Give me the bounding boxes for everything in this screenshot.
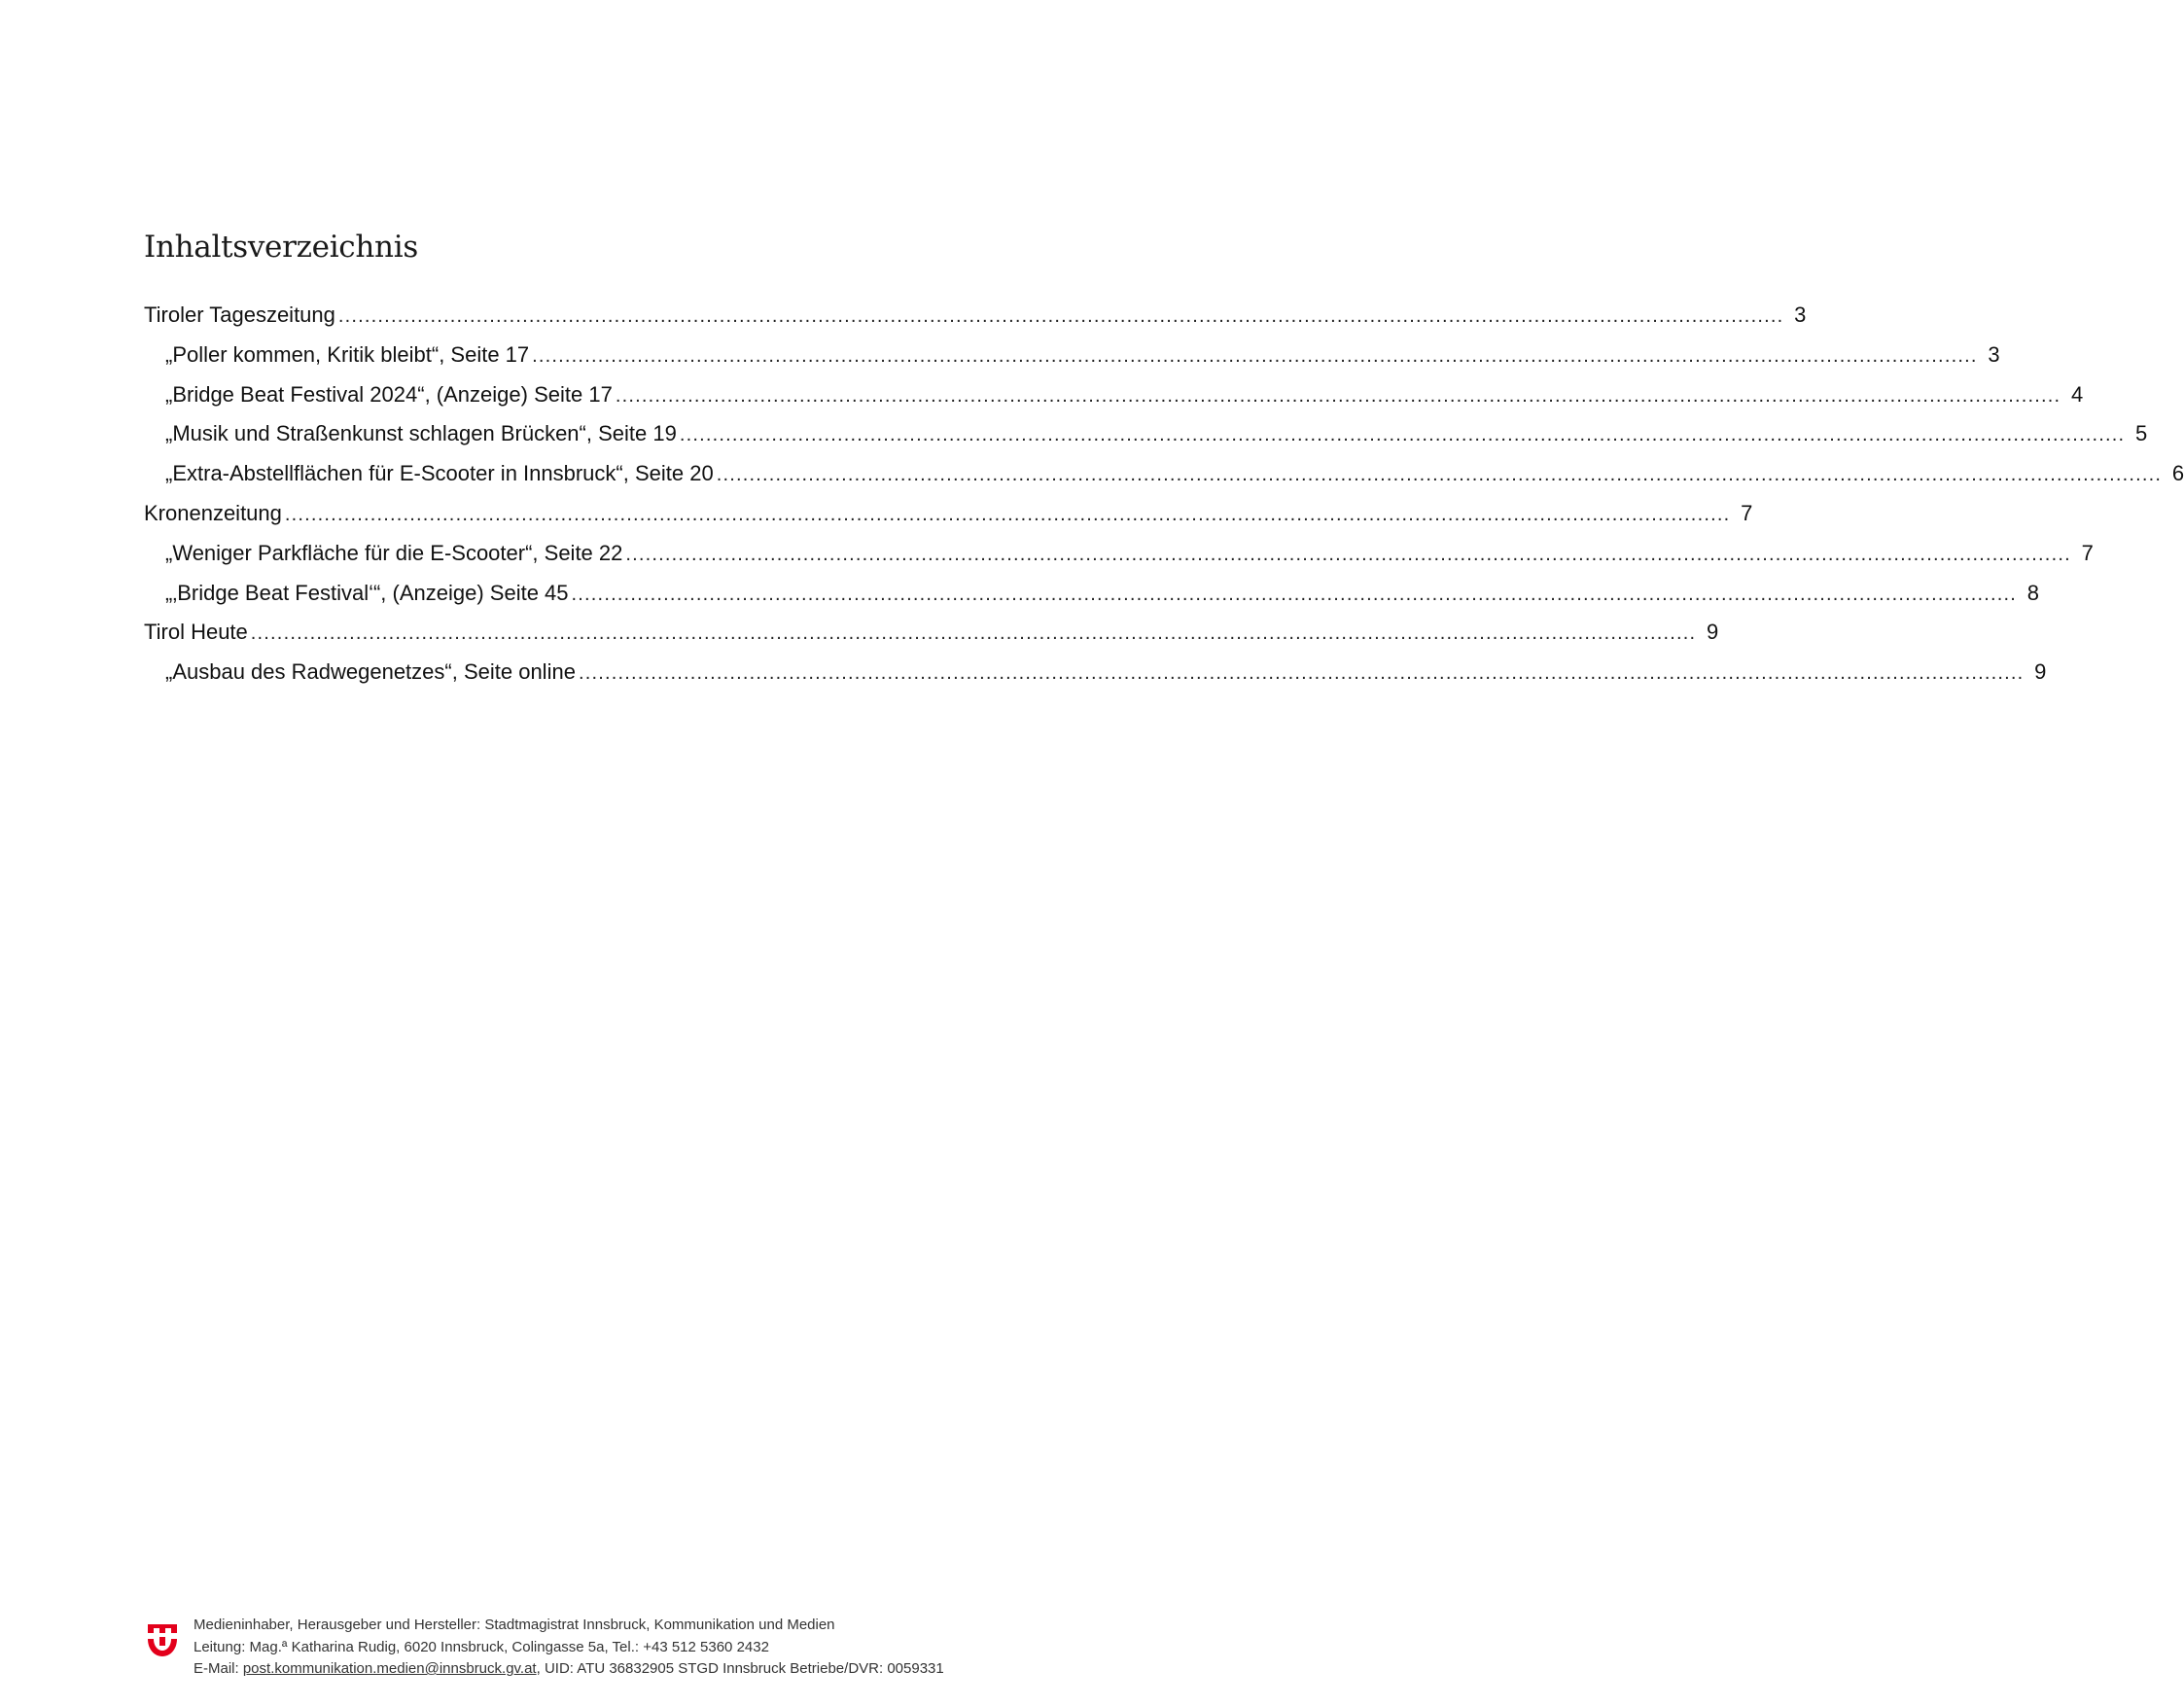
toc-list <box>144 296 2184 693</box>
footer-email-link[interactable]: post.kommunikation.medien@innsbruck.gv.at <box>242 1660 537 1677</box>
footer-line-email <box>194 1658 944 1681</box>
footer-email-label: E-Mail: <box>194 1660 243 1677</box>
toc-entry-title: „‚Bridge Beat Festival‘“, (Anzeige) Seite 45 <box>165 580 569 605</box>
toc-article-entry[interactable] <box>144 653 2047 693</box>
toc-article-entry[interactable] <box>144 534 2094 574</box>
toc-page-number: 5 <box>2135 421 2148 446</box>
toc-article-entry[interactable] <box>144 336 2000 375</box>
toc-page-number: 8 <box>2026 580 2039 605</box>
toc-page-number: 9 <box>1707 620 1719 645</box>
toc-section-entry[interactable] <box>144 613 1719 653</box>
toc-leader-dots: ............................................................................................................................................................................................................................ <box>716 464 2163 486</box>
footer <box>146 1615 1060 1683</box>
toc-leader-dots: ............................................................................................................................................................................................................................ <box>615 384 2061 407</box>
footer-line-imprint: Medieninhaber, Herausgeber und Hersteller: Stadtmagistrat Innsbruck, Kommunikation und Medien <box>194 1617 835 1633</box>
toc-entry-title: „Poller kommen, Kritik bleibt“, Seite 17 <box>165 341 530 367</box>
toc-entry-title: „Bridge Beat Festival 2024“, (Anzeige) Seite 17 <box>165 381 613 407</box>
toc-leader-dots: ............................................................................................................................................................................................................................ <box>679 424 2126 446</box>
toc-entry-title: „Musik und Straßenkunst schlagen Brücken“, Seite 19 <box>165 421 677 446</box>
footer-uid: , UID: ATU 36832905 STGD Innsbruck Betriebe/DVR: 0059331 <box>536 1660 944 1677</box>
toc-entry-title: Kronenzeitung <box>144 500 282 525</box>
toc-leader-dots: ............................................................................................................................................................................................................................ <box>625 543 2071 565</box>
toc-page-number: 7 <box>2081 540 2094 565</box>
footer-text <box>194 1615 944 1681</box>
toc-title: Inhaltsverzeichnis <box>144 230 418 265</box>
toc-page-number: 3 <box>1988 341 2000 367</box>
toc-entry-title: Tirol Heute <box>144 620 248 645</box>
toc-leader-dots: ............................................................................................................................................................................................................................ <box>578 662 2025 685</box>
toc-page-number: 7 <box>1741 500 1753 525</box>
toc-entry-title: Tiroler Tageszeitung <box>144 302 335 327</box>
toc-article-entry[interactable] <box>144 414 2148 454</box>
toc-page-number: 4 <box>2071 381 2084 407</box>
toc-entry-title: „Extra-Abstellflächen für E-Scooter in Innsbruck“, Seite 20 <box>165 461 714 486</box>
toc-leader-dots: ............................................................................................................................................................................................................................ <box>337 305 1784 327</box>
toc-entry-title: „Ausbau des Radwegenetzes“, Seite online <box>165 659 576 685</box>
toc-entry-title: „Weniger Parkfläche für die E-Scooter“, Seite 22 <box>165 540 623 565</box>
toc-leader-dots: ............................................................................................................................................................................................................................ <box>250 622 1697 645</box>
toc-leader-dots: ............................................................................................................................................................................................................................ <box>532 344 1978 367</box>
toc-leader-dots: ............................................................................................................................................................................................................................ <box>284 503 1731 525</box>
toc-article-entry[interactable] <box>144 454 2184 494</box>
toc-leader-dots: ............................................................................................................................................................................................................................ <box>571 583 2017 605</box>
toc-page-number: 9 <box>2034 659 2047 685</box>
toc-page-number: 3 <box>1794 302 1807 327</box>
toc-article-entry[interactable] <box>144 375 2084 415</box>
toc-section-entry[interactable] <box>144 296 1807 336</box>
footer-line-contact: Leitung: Mag.ª Katharina Rudig, 6020 Innsbruck, Colingasse 5a, Tel.: +43 512 5360 2432 <box>194 1638 769 1655</box>
toc-article-entry[interactable] <box>144 574 2039 614</box>
innsbruck-logo-icon <box>146 1620 179 1657</box>
toc-page-number: 6 <box>2171 461 2184 486</box>
toc-section-entry[interactable] <box>144 494 1753 534</box>
